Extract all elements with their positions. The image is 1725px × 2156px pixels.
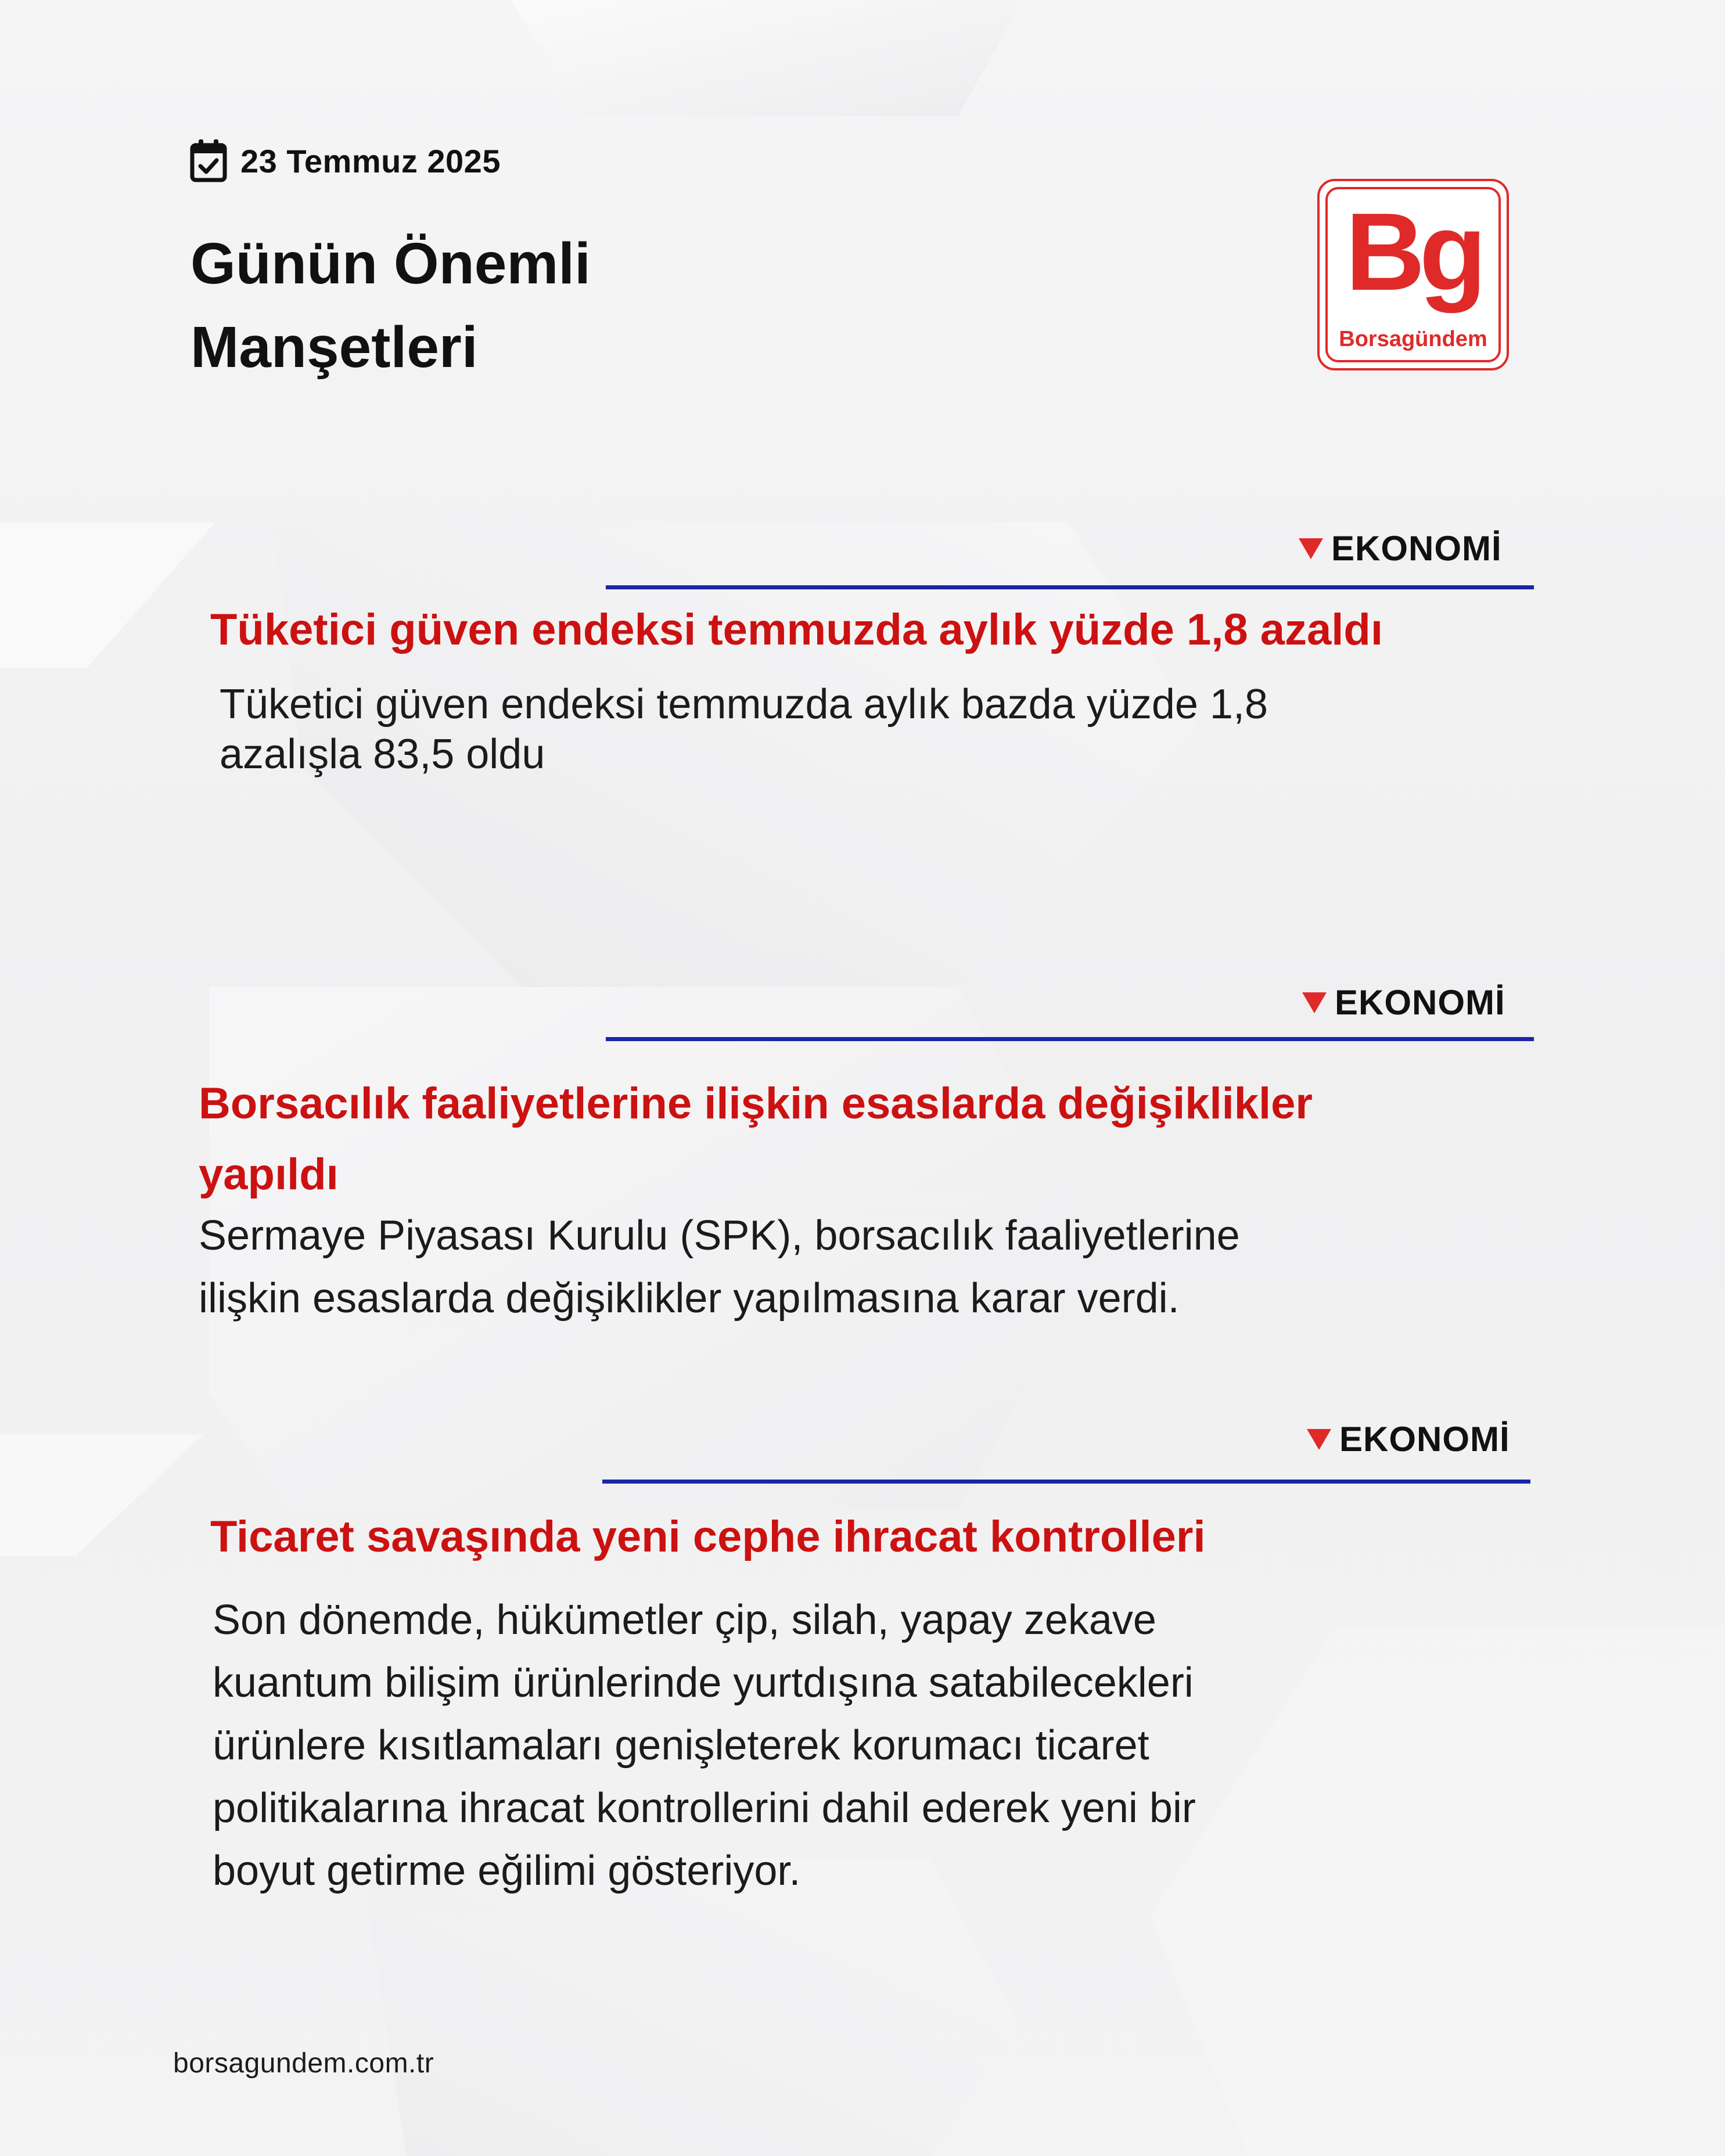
date-text: 23 Temmuz 2025 xyxy=(240,142,501,179)
headline-line: Borsacılık faaliyetlerine ilişkin esaslarda değişiklikler xyxy=(199,1079,1313,1128)
category-label: EKONOMİ xyxy=(1335,983,1505,1022)
calendar-icon xyxy=(189,138,228,183)
summary-line: Tüketici güven endeksi temmuzda aylık bazda yüzde 1,8 xyxy=(220,681,1268,728)
logo-name: Borsagündem xyxy=(1339,327,1487,351)
section-divider xyxy=(602,1480,1530,1484)
page-title-line: Günün Önemli xyxy=(191,231,591,296)
triangle-down-icon xyxy=(1304,1427,1334,1452)
headline-line: yapıldı xyxy=(199,1150,339,1199)
page-title xyxy=(191,222,887,389)
headline[interactable]: Tüketici güven endeksi temmuzda aylık yüzde 1,8 azaldı xyxy=(210,605,1383,654)
article-summary xyxy=(199,1204,1240,1330)
article-summary xyxy=(213,1589,1196,1902)
category-tag[interactable] xyxy=(1296,528,1502,568)
triangle-down-icon xyxy=(1300,990,1329,1016)
category-tag[interactable] xyxy=(1304,1419,1510,1459)
summary-line: ilişkin esaslarda değişiklikler yapılmasına karar verdi. xyxy=(199,1275,1180,1322)
category-tag[interactable] xyxy=(1300,982,1505,1023)
section-divider xyxy=(606,1037,1534,1041)
brand-logo xyxy=(1317,179,1509,370)
headline[interactable] xyxy=(199,1068,1313,1210)
page-title-line: Manşetleri xyxy=(191,315,478,380)
triangle-down-icon xyxy=(1296,536,1325,562)
date-row xyxy=(189,138,501,183)
footer-url[interactable]: borsagundem.com.tr xyxy=(173,2048,434,2079)
summary-line: boyut getirme eğilimi gösteriyor. xyxy=(213,1848,801,1894)
logo-mark: Bg xyxy=(1345,190,1481,314)
summary-line: Son dönemde, hükümetler çip, silah, yapay zekave xyxy=(213,1597,1156,1643)
section-divider xyxy=(606,585,1534,589)
summary-line: politikalarına ihracat kontrollerini dahil ederek yeni bir xyxy=(213,1785,1196,1831)
summary-line: Sermaye Piyasası Kurulu (SPK), borsacılık faaliyetlerine xyxy=(199,1212,1240,1259)
category-label: EKONOMİ xyxy=(1339,1420,1510,1459)
headline[interactable]: Ticaret savaşında yeni cephe ihracat kontrolleri xyxy=(210,1512,1206,1561)
summary-line: kuantum bilişim ürünlerinde yurtdışına satabilecekleri xyxy=(213,1660,1194,1706)
article-summary xyxy=(220,679,1268,779)
summary-line: azalışla 83,5 oldu xyxy=(220,731,545,778)
category-label: EKONOMİ xyxy=(1331,529,1502,568)
summary-line: ürünlere kısıtlamaları genişleterek korumacı ticaret xyxy=(213,1722,1149,1769)
